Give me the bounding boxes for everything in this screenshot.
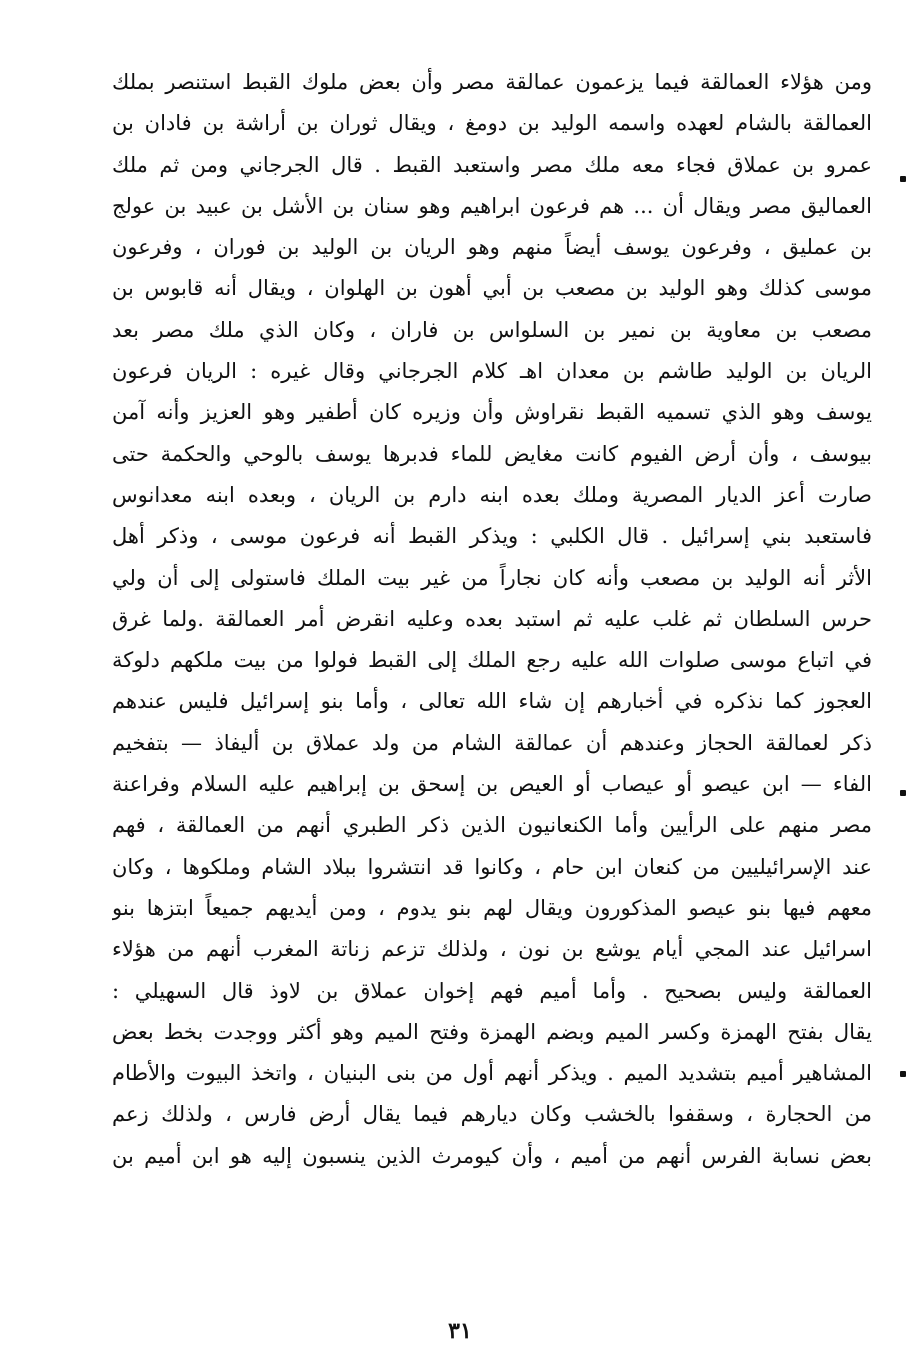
text-line: عند الإسرائيليين من كنعان ابن حام ، وكانوا قد انتشروا ببلاد الشام وملكوها ، وكان <box>112 854 872 879</box>
text-line: من الحجارة ، وسقفوا بالخشب وكان ديارهم فيما يقال أرض فارس ، ولذلك زعم <box>112 1102 872 1127</box>
text-line: الفاء — ابن عيصو أو عيصاب أو العيص بن إسحق بن إبراهيم عليه السلام وفراعنة <box>112 772 872 797</box>
text-line: ذكر لعمالقة الحجاز وعندهم أن عمالقة الشام من ولد عملاق بن أليفاذ — بتفخيم <box>112 730 872 755</box>
text-line: في اتباع موسى صلوات الله عليه رجع الملك إلى القبط فولوا من بيت ملكهم دلوكة <box>112 648 872 673</box>
body-text <box>112 62 872 1177</box>
text-line: صارت أعز الديار المصرية وملك بعده ابنه دارم بن الريان ، وبعده ابنه معدانوس <box>112 482 872 507</box>
text-line: فاستعبد بني إسرائيل . قال الكلبي : ويذكر القبط أنه فرعون موسى ، وذكر أهل <box>112 524 872 549</box>
margin-mark <box>900 176 906 182</box>
text-line: حرس السلطان ثم غلب عليه ثم استبد بعده وعليه انقرض أمر العمالقة .ولما غرق <box>112 606 872 631</box>
text-line: مصر منهم على الرأيين وأما الكنعانيون الذين ذكر الطبري أنهم من العمالقة ، فهم <box>112 813 872 838</box>
page-number: ٣١ <box>448 1318 472 1344</box>
text-line: عمرو بن عملاق فجاء معه ملك مصر واستعبد القبط . قال الجرجاني ومن ثم ملك <box>112 152 872 177</box>
text-line: العمالقة بالشام لعهده واسمه الوليد بن دومغ ، ويقال ثوران بن أراشة بن فادان بن <box>112 111 872 136</box>
text-line: موسى كذلك وهو الوليد بن مصعب بن أبي أهون بن الهلوان ، ويقال أنه قابوس بن <box>112 276 872 301</box>
text-line: الريان بن الوليد طاشم بن معدان اهـ كلام الجرجاني وقال غيره : الريان فرعون <box>112 359 872 384</box>
text-line: يقال بفتح الهمزة وكسر الميم وبضم الهمزة وفتح الميم وهو أكثر ووجدت بخط بعض <box>112 1019 872 1044</box>
text-line: اسرائيل عند المجي أيام يوشع بن نون ، ولذلك تزعم زناتة المغرب أنهم من هؤلاء <box>112 937 872 962</box>
text-line: العجوز كما نذكره في أخبارهم إن شاء الله تعالى ، وأما بنو إسرائيل فليس عندهم <box>112 689 872 714</box>
text-line: العمالقة وليس بصحيح . وأما أميم فهم إخوان عملاق بن لاوذ قال السهيلي : <box>112 978 872 1003</box>
text-line: بعض نسابة الفرس أنهم من أميم ، وأن كيومرث الذين ينسبون إليه هو ابن أميم بن <box>112 1143 872 1168</box>
text-line: العماليق مصر ويقال أن ... هم فرعون ابراهيم وهو سنان بن الأشل بن عبيد بن عولج <box>112 193 872 218</box>
text-line: معهم فيها بنو عيصو المذكورون ويقال لهم بنو يدوم ، ومن أيديهم جميعاً ابتزها بنو <box>112 895 872 920</box>
text-line: الأثر أنه الوليد بن مصعب وأنه كان نجاراً من غير بيت الملك فاستولى إلى أن ولي <box>112 565 872 590</box>
margin-mark <box>900 790 906 796</box>
text-line: المشاهير أميم بتشديد الميم . ويذكر أنهم أول من بنى البنيان ، واتخذ البيوت والأطام <box>112 1061 872 1086</box>
text-line: ومن هؤلاء العمالقة فيما يزعمون عمالقة مصر وأن بعض ملوك القبط استنصر بملك <box>112 70 872 94</box>
text-line: بن عمليق ، وفرعون يوسف أيضاً منهم وهو الريان بن الوليد بن فوران ، وفرعون <box>112 235 872 260</box>
margin-mark <box>900 1071 906 1077</box>
text-line: مصعب بن معاوية بن نمير بن السلواس بن فاران ، وكان الذي ملك مصر بعد <box>112 317 872 342</box>
text-line: يوسف وهو الذي تسميه القبط نقراوش وأن وزيره كان أطفير وهو العزيز وأنه آمن <box>112 400 872 425</box>
text-line: بيوسف ، وأن أرض الفيوم كانت مغايض للماء فدبرها يوسف بالوحي والحكمة حتى <box>112 441 872 466</box>
